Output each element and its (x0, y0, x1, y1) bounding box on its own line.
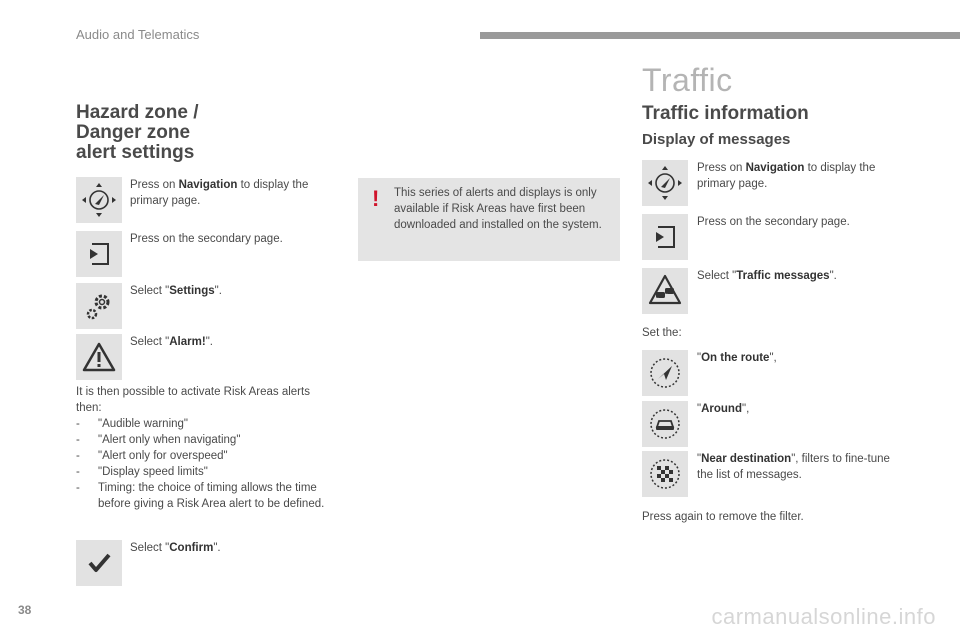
text: ", filters to fine-tune the list of messages. (697, 453, 890, 481)
header-rule (480, 32, 960, 39)
near-destination-filter-icon[interactable] (642, 451, 688, 497)
option-text: "Audible warning" (98, 418, 188, 430)
traffic-chapter-title: Traffic (642, 62, 733, 98)
note-text: This series of alerts and displays is only available if Risk Areas have first been downloaded and installed on the system. (394, 187, 602, 231)
text: Press on the secondary page. (130, 233, 283, 245)
text: Press on (697, 162, 746, 174)
text: Select " (697, 270, 737, 282)
bold-text: On the route (701, 352, 770, 364)
display-messages-subtitle: Display of messages (642, 131, 791, 148)
confirm-check-icon[interactable] (76, 540, 122, 586)
title-line: Hazard zone / (76, 102, 199, 123)
section-header-label: Audio and Telematics (76, 27, 200, 42)
text: ", (741, 403, 750, 415)
option-text: "Alert only for overspeed" (98, 450, 228, 462)
traffic-step-messages-text (697, 268, 837, 284)
text: " (697, 352, 702, 364)
text: ". (214, 285, 222, 297)
filter-around-text (697, 401, 749, 417)
bold-text: Settings (169, 285, 215, 297)
bold-text: Traffic messages (736, 270, 830, 282)
step-secondary-page-text (130, 231, 340, 247)
bold-text: Near destination (701, 453, 792, 465)
text: to display the primary page. (697, 162, 876, 190)
text: Select " (130, 542, 170, 554)
list-item: - "Alert only when navigating" (76, 434, 241, 446)
intro-text: It is then possible to activate Risk Areas alerts then: (76, 386, 310, 414)
option-text: "Display speed limits" (98, 466, 208, 478)
text: ". (213, 542, 221, 554)
filter-on-route-text (697, 350, 777, 366)
step-confirm-text (130, 540, 221, 556)
list-item: - "Alert only for overspeed" (76, 450, 228, 462)
list-item: - Timing: the choice of timing allows the time before giving a Risk Area alert to be defined. (76, 480, 336, 512)
settings-gears-icon[interactable] (76, 283, 122, 329)
text: Press on (130, 179, 179, 191)
title-line: alert settings (76, 142, 195, 163)
exclamation-icon: ! (372, 186, 380, 211)
step-settings-text (130, 283, 222, 299)
text: Select " (130, 336, 170, 348)
option-text: "Alert only when navigating" (98, 434, 241, 446)
navigation-joystick-icon[interactable] (76, 177, 122, 223)
set-the-label: Set the: (642, 327, 682, 339)
option-text: Timing: the choice of timing allows the time before giving a Risk Area alert to be defined. (98, 482, 325, 510)
text: Press on the secondary page. (697, 216, 850, 228)
around-filter-icon[interactable] (642, 401, 688, 447)
remove-filter-text: Press again to remove the filter. (642, 511, 804, 523)
list-item: - "Audible warning" (76, 418, 188, 430)
bold-text: Alarm! (169, 336, 206, 348)
warning-triangle-icon[interactable] (76, 334, 122, 380)
bold-text: Around (701, 403, 742, 415)
bold-text: Navigation (745, 162, 805, 174)
secondary-page-icon[interactable] (642, 214, 688, 260)
page-number: 38 (18, 603, 32, 617)
text: ", (769, 352, 777, 364)
secondary-page-icon[interactable] (76, 231, 122, 277)
watermark: carmanualsonline.info (711, 604, 936, 629)
text: ". (829, 270, 837, 282)
hazard-zone-title (76, 103, 198, 163)
step-alarm-text (130, 334, 213, 350)
traffic-information-title: Traffic information (642, 103, 809, 124)
filter-near-destination-text (697, 451, 897, 483)
on-route-filter-icon[interactable] (642, 350, 688, 396)
title-line: Danger zone (76, 122, 191, 143)
bold-text: Navigation (178, 179, 238, 191)
list-item: - "Display speed limits" (76, 466, 208, 478)
traffic-step-secondary-text (697, 214, 850, 230)
text: Select " (130, 285, 170, 297)
step-navigation-text (130, 177, 340, 209)
text: " (697, 453, 702, 465)
availability-note (358, 178, 620, 261)
traffic-step-navigation-text (697, 160, 902, 192)
text: ". (205, 336, 213, 348)
traffic-messages-icon[interactable] (642, 268, 688, 314)
risk-areas-options (76, 384, 336, 512)
text: " (697, 403, 702, 415)
bold-text: Confirm (169, 542, 214, 554)
navigation-joystick-icon[interactable] (642, 160, 688, 206)
text: to display the primary page. (130, 179, 309, 207)
